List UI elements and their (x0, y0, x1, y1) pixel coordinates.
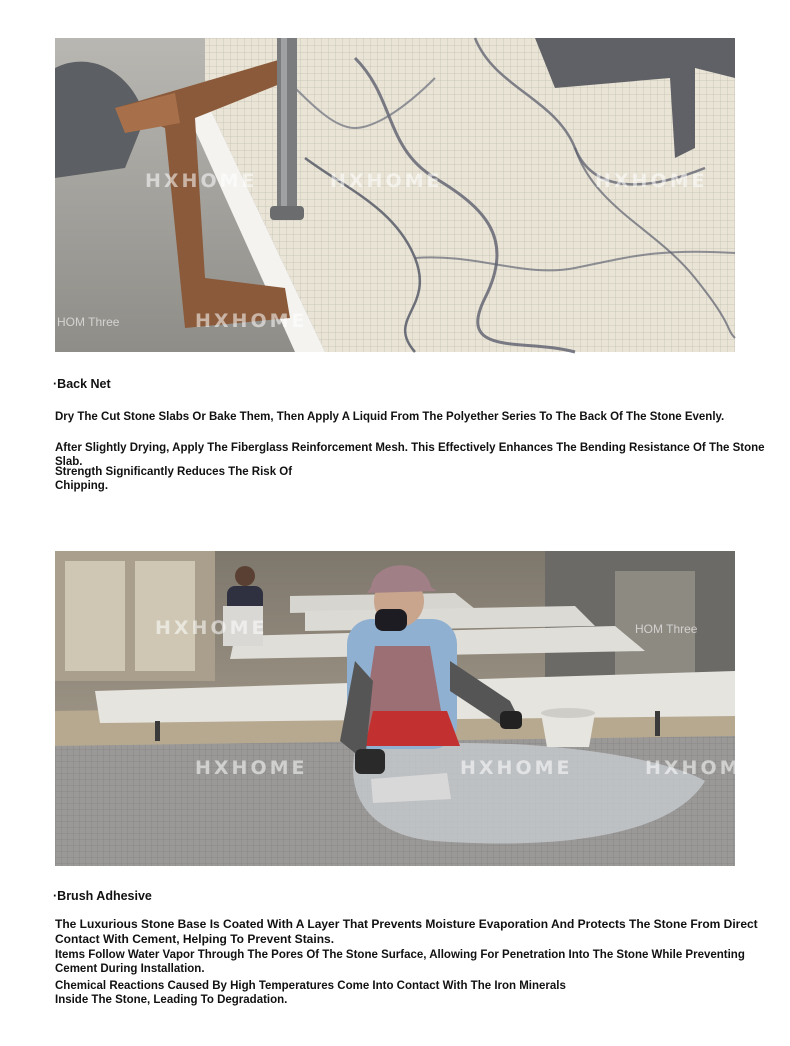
section-heading-brush-adhesive: ·Brush Adhesive (53, 889, 152, 903)
paragraph: After Slightly Drying, Apply The Fiberglass Reinforcement Mesh. This Effectively Enhances The Bending Resistance Of The Stone Slab. (55, 442, 765, 468)
watermark-brand: HXHOME (155, 617, 268, 639)
watermark-brand: HXHOME (195, 757, 308, 779)
brush-adhesive-illustration (55, 551, 735, 866)
watermark-label: HOM Three (57, 315, 120, 329)
paragraph: Chemical Reactions Caused By High Temperatures Come Into Contact With The Iron Minerals Inside The Stone, Leading To Degradation. (55, 980, 566, 1006)
watermark-brand: HXHOME (595, 170, 708, 192)
watermark-label: HOM Three (635, 622, 698, 636)
paragraph: Items Follow Water Vapor Through The Pores Of The Stone Surface, Allowing For Penetration Into The Stone While Preventing Cement During Installation. (55, 949, 745, 975)
watermark-brand: HXHOME (195, 310, 308, 332)
watermark-brand: HXHOME (330, 170, 443, 192)
photo-back-net (55, 38, 735, 352)
watermark-brand: HXHOME (460, 757, 573, 779)
paragraph: Dry The Cut Stone Slabs Or Bake Them, Then Apply A Liquid From The Polyether Series To The Back Of The Stone Evenly. (55, 411, 725, 423)
paragraph: The Luxurious Stone Base Is Coated With A Layer That Prevents Moisture Evaporation And Protects The Stone From Direct Contact With Cement, Helping To Prevent Stains. (55, 917, 758, 946)
back-net-illustration (55, 38, 735, 352)
paragraph: Strength Significantly Reduces The Risk Of Chipping. (55, 466, 293, 492)
photo-brush-adhesive (55, 551, 758, 866)
watermark-brand: HXHOME (145, 170, 258, 192)
section-heading-back-net: ·Back Net (53, 377, 111, 391)
watermark-brand: HXHOME (645, 757, 758, 779)
